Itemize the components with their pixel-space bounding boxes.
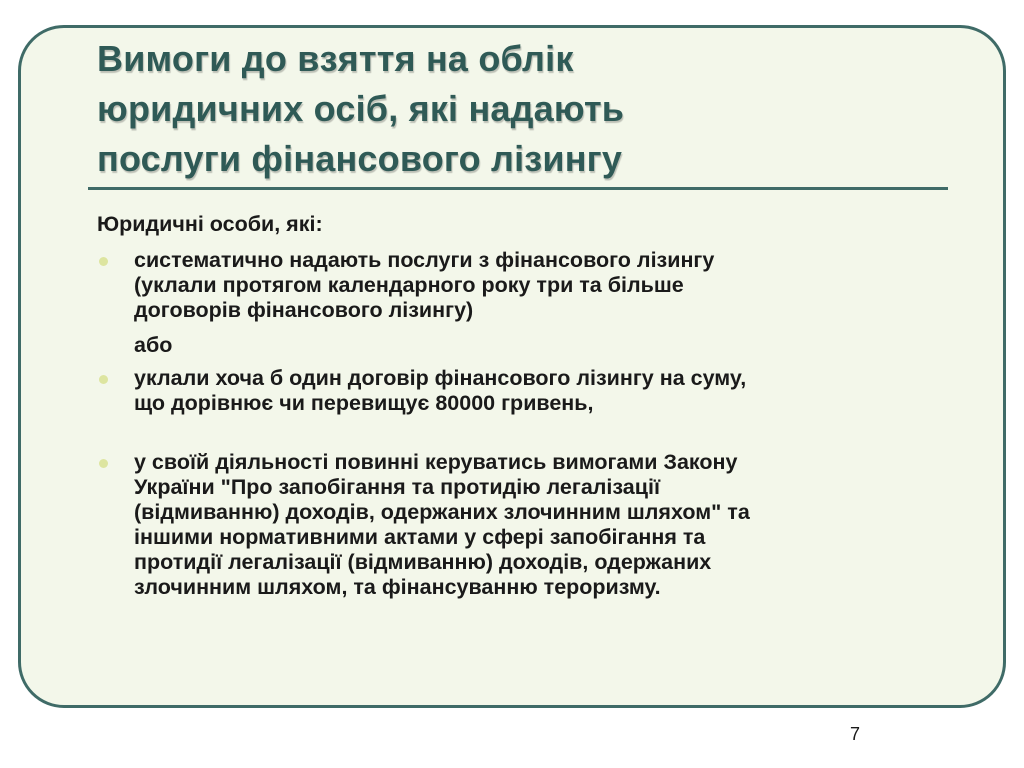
bullet-dot-icon	[99, 257, 108, 266]
bullet-line: що дорівнює чи перевищує 80000 гривень,	[134, 391, 594, 415]
bullet-line: України "Про запобігання та протидію легалізації	[134, 475, 661, 499]
bullet-item	[97, 248, 927, 323]
bullet-line: (уклали протягом календарного року три та більше	[134, 273, 684, 297]
bullet-line: договорів фінансового лізингу)	[134, 298, 474, 322]
bullet-item	[97, 450, 927, 600]
bullet-dot-icon	[99, 375, 108, 384]
bullet-line: іншими нормативними актами у сфері запобігання та	[134, 525, 706, 549]
bullet-line: у своїй діяльності повинні керуватись вимогами Закону	[134, 450, 738, 474]
intro-text: Юридичні особи, які:	[97, 212, 323, 236]
title-line: Вимоги до взяття на облік	[97, 38, 574, 79]
slide-title	[97, 34, 917, 184]
title-line: юридичних осіб, які надають	[97, 88, 625, 129]
page-number: 7	[850, 724, 861, 744]
bullet-dot-icon	[99, 459, 108, 468]
title-line: послуги фінансового лізингу	[97, 138, 623, 179]
bullet-item	[97, 366, 927, 416]
bullet-line: протидії легалізації (відмиванню) доходів, одержаних	[134, 550, 712, 574]
bullet-line: уклали хоча б один договір фінансового лізингу на суму,	[134, 366, 747, 390]
title-divider	[88, 187, 948, 190]
bullet-line: систематично надають послуги з фінансового лізингу	[134, 248, 715, 272]
bullet-line: злочинним шляхом, та фінансуванню тероризму.	[134, 575, 661, 599]
slide-body	[97, 212, 927, 600]
bullet-line: (відмиванню) доходів, одержаних злочинним шляхом" та	[134, 500, 750, 524]
connector-text: або	[134, 333, 173, 357]
